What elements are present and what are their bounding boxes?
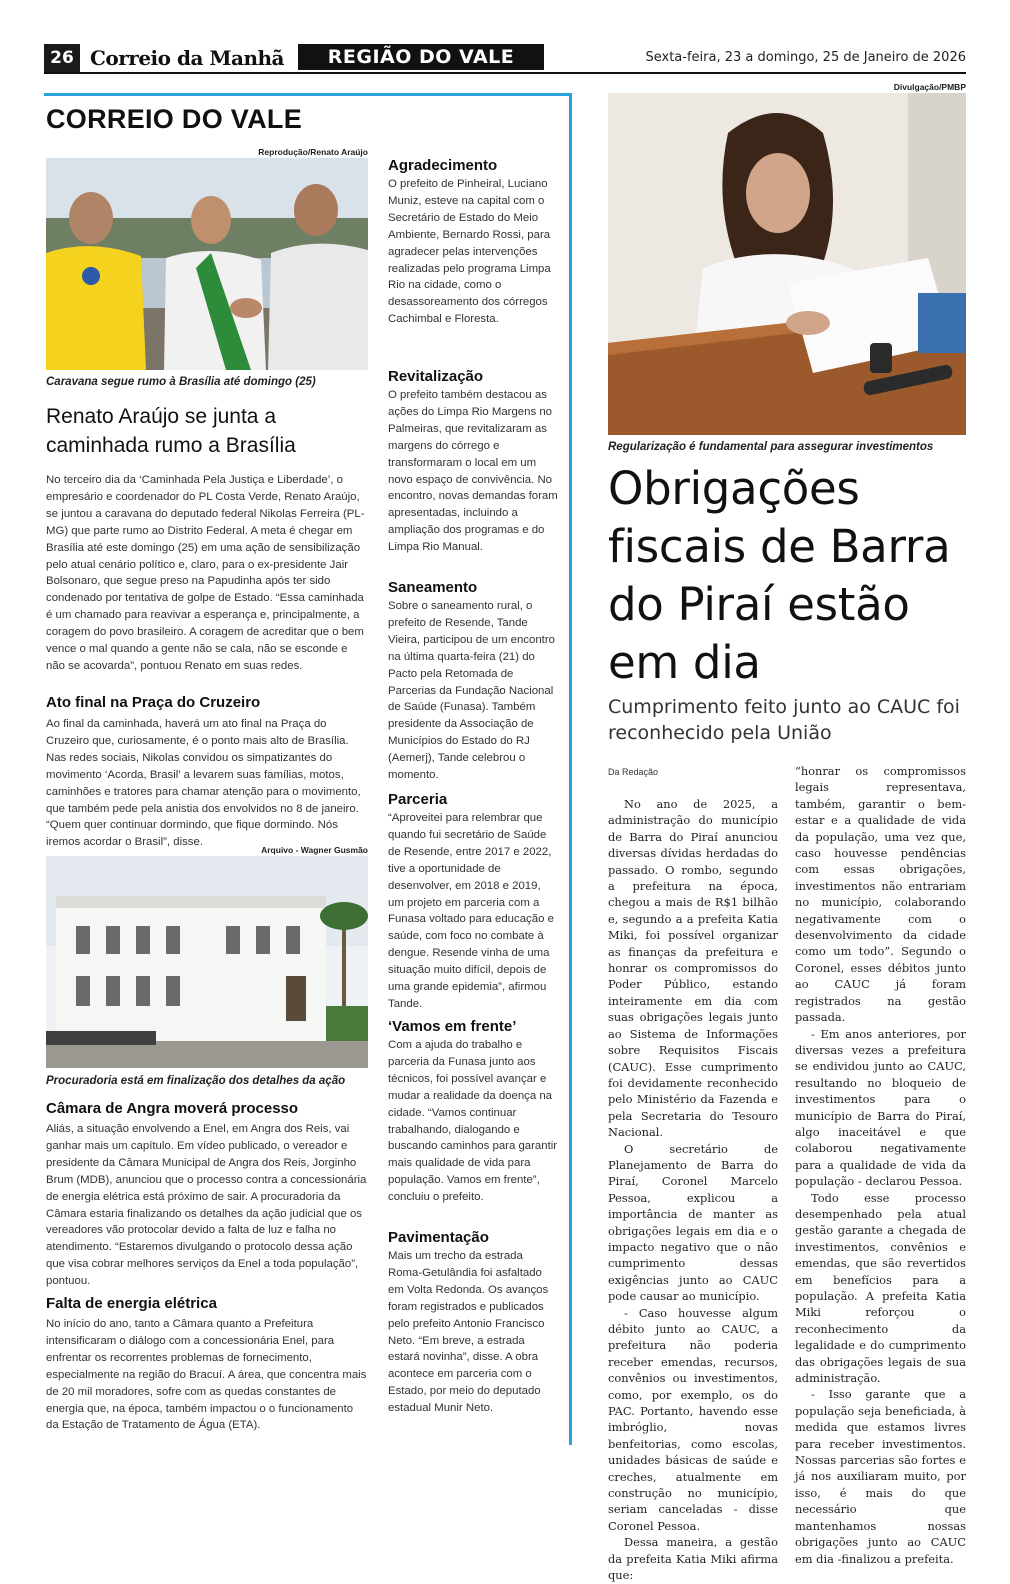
article-col2: “honrar os compromissos legais representava, também, garantir o bem-estar e a qualidade de vida da população, uma vez que, caso houvesse pendências com essas obrigações, investimentos não entrariam no município, colaborando negativamente com o desenvolvimento da cidade como um todo”. Segundo o Coronel, esses débitos junto ao CAUC já foram registrados na gestão passada. - Em anos anteriores, por diversas vezes a prefeitura se endividou junto ao CAUC, resultando no bloqueio de investimentos para o município de Barra do Piraí, algo inaceitável e que colaborou negativamente para a qualidade de vida da população - declarou Pessoa. Todo esse processo desempenhado pela atual gestão garante a chegada de investimentos, convênios e emendas, que são revertidos em benefícios para a população. A prefeita Katia Miki reforçou o reconhecimento da legalidade e do cumprimento das obrigações legais de sua administração. - Isso garante que a população seja beneficiada, à medida que estamos livres para receber investimentos. Nossas parcerias são fortes e já nos auxiliaram muito, por isso, é mais do que necessário que mantenhamos nossas obrigações junto ao CAUC em dia -finalizou a prefeita. <box>795 764 966 1566</box>
photo-procuradoria <box>46 856 368 1068</box>
article-photo-caption: Regularização é fundamental para assegurar investimentos <box>608 441 934 453</box>
story1-subhead: Ato final na Praça do Cruzeiro <box>46 694 261 711</box>
story2-headline: Câmara de Angra moverá processo <box>46 1100 299 1117</box>
note-title: Saneamento <box>388 579 478 596</box>
section-label: REGIÃO DO VALE <box>298 44 544 70</box>
note-pavimentacao <box>388 1229 558 1417</box>
photo2-caption: Procuradoria está em finalização dos detalhes da ação <box>46 1075 346 1087</box>
article-col1: No ano de 2025, a administração do município de Barra do Piraí anunciou diversas dívidas herdadas do passado. O rombo, segundo a prefeitura na época, chegou a mais de R$1 bilhão e, segundo a a prefeita Katia Miki, foi possível organizar as finanças da prefeitura e honrar os compromissos do Poder Público, estando inteiramente em dia com suas obrigações legais junto ao Sistema de Informações sobre Requisitos Fiscais (CAUC). Esse cumprimento foi devidamente reconhecido pelo Ministério da Fazenda e pela Secretaria do Tesouro Nacional. O secretário de Planejamento de Barra do Piraí, Coronel Marcelo Pessoa, explicou a importância de manter as obrigações legais em dia e o impacto negativo que o não cumprimento dessas exigências junto ao CAUC pode causar ao município. - Caso houvesse algum débito junto ao CAUC, a prefeitura não poderia receber emendas, recursos, convênios ou investimentos, como, por exemplo, os do PAC. Portanto, havendo esse imbróglio, novas benfeitorias, como escolas, unidades básicas de saúde e creches, atualmente em construção no município, seriam canceladas - disse Coronel Pessoa. Dessa maneira, a gestão da prefeita Katia Miki afirma que: <box>608 797 778 1583</box>
story2-body: Aliás, a situação envolvendo a Enel, em Angra dos Reis, vai ganhar mais um capítulo. Em vídeo publicado, o vereador e presidente da Câmara Municipal de Angra dos Reis, Jorginho Brum (MDB), anunciou que o processo contra a concessionária de energia elétrica está próximo de sair. A procuradoria da Câmara estaria finalizando os detalhes da ação judicial que os vereadores vão protocolar devido a falta de luz e falha no atendimento. “Estaremos divulgando o protocolo dessa ação que visa cobrar melhores serviços da Enel a toda população”, pontuou. <box>46 1123 367 1288</box>
note-body: “Aproveitei para relembrar que quando fui secretário de Saúde de Resende, entre 2017 e 2022, tive a oportunidade de desenvolver, em 2018 e 2019, um projeto em parceria com a Funasa voltado para educação e saúde, com foco no combate à dengue. Resende vinha de uma situação muito difícil, depois de uma grande epidemia”, afirmou Tande. <box>388 812 554 1010</box>
issue-date: Sexta-feira, 23 a domingo, 25 de Janeiro de 2026 <box>645 50 966 65</box>
note-agradecimento <box>388 157 558 328</box>
article-photo-credit: Divulgação/PMBP <box>893 82 966 92</box>
note-saneamento <box>388 579 558 784</box>
story3-body: No início do ano, tanto a Câmara quanto a Prefeitura intensificaram o diálogo com a concessionária Enel, para enfrentar os recorrentes problemas de fornecimento, especialmente na região do Bracuí. A área, que concentra mais de 20 mil moradores, sofre com as quedas constantes de energia que, na época, também impactou o o funcionamento da Estação de Tratamento de Água (ETA). <box>46 1318 367 1432</box>
note-body: Mais um trecho da estrada Roma-Getulândia foi asfaltado em Volta Redonda. Os avanços foram registrados e publicados pelo prefeito Antonio Francisco Neto. “Em breve, a estrada estará novinha”, disse. A obra acontece em parceria com o Estado, por meio do deputado estadual Munir Neto. <box>388 1250 549 1415</box>
column-title: CORREIO DO VALE <box>46 104 303 134</box>
page-header <box>44 44 966 72</box>
note-body: Com a ajuda do trabalho e parceria da Funasa junto aos técnicos, foi possível avançar e mudar a realidade da doença na cidade. “Vamos continuar trabalhando, dialogando e buscando caminhos para garantir mais qualidade de vida para população. Vamos em frente”, concluiu o prefeito. <box>388 1039 558 1204</box>
story1-body: No terceiro dia da ‘Caminhada Pela Justiça e Liberdade’, o empresário e coordenador do PL Costa Verde, Renato Araújo, se juntou a caravana do deputado federal Nikolas Ferreira (PL-MG) que parte rumo ao Distrito Federal. A meta é chegar em Brasília até este domingo (25) em uma ação de sensibilização pelo atual cenário político e, claro, para o ex-presidente Jair Bolsonaro, que segue preso na Papudinha após ter sido condenado por tentativa de golpe de Estado. “Essa caminhada é um chamado para reavivar a esperança e, principalmente, a coragem do povo brasileiro. A coragem de acreditar que o bem vence o mal quando a gente não se cala, não se esconde e não se acovarda”, pontuou Renato em suas redes. <box>46 474 365 672</box>
article-deck: Cumprimento feito junto ao CAUC foi reconhecido pela União <box>608 696 960 744</box>
article-byline: Da Redação <box>608 767 659 777</box>
note-title: Pavimentação <box>388 1229 489 1246</box>
note-vamos-em-frente <box>388 1018 558 1206</box>
note-revitalizacao <box>388 368 558 556</box>
note-title: Revitalização <box>388 368 484 385</box>
photo-caravan <box>46 158 368 370</box>
photo1-caption: Caravana segue rumo à Brasília até domingo (25) <box>46 376 316 388</box>
note-body: O prefeito também destacou as ações do Limpa Rio Margens no Palmeiras, que revitalizaram as margens do córrego e transformaram o local em um novo espaço de convivência. No encontro, novas demandas foram apresentadas, incluindo a ampliação dos programas e do Limpa Rio Manual. <box>388 389 558 554</box>
article-photo <box>608 93 966 435</box>
note-parceria <box>388 791 558 1013</box>
story3-headline: Falta de energia elétrica <box>46 1295 217 1312</box>
photo1-credit: Reprodução/Renato Araújo <box>258 147 368 157</box>
note-title: Agradecimento <box>388 157 498 174</box>
note-title: Parceria <box>388 791 448 808</box>
story1-headline: Renato Araújo se junta a caminhada rumo a Brasília <box>46 405 296 457</box>
photo2-credit: Arquivo - Wagner Gusmão <box>261 845 368 855</box>
note-body: O prefeito de Pinheiral, Luciano Muniz, esteve na capital com o Secretário de Estado do Meio Ambiente, Bernardo Rossi, para agradecer pelas intervenções realizadas pelo programa Limpa Rio na cidade, como o desassoreamento dos córregos Cachimbal e Floresta. <box>388 178 551 326</box>
page-number: 26 <box>44 44 80 72</box>
header-rule <box>44 72 966 74</box>
story1-sub-body: Ao final da caminhada, haverá um ato final na Praça do Cruzeiro que, curiosamente, é o ponto mais alto de Brasília. Nas redes sociais, Nikolas convidou os simpatizantes do movimento ‘Acorda, Brasil’ a levarem suas famílias, motos, caminhões e tratores para chamar atenção para o movimento, que também pede pela anistia dos envolvidos no 8 de janeiro. “Quem quer continuar dormindo, que fique dormindo. Nós iremos acordar o Brasil”, disse. <box>46 718 361 849</box>
article-headline: Obrigações fiscais de Barra do Piraí estão em dia <box>608 462 951 689</box>
masthead: Correio da Manhã <box>90 46 285 70</box>
note-body: Sobre o saneamento rural, o prefeito de Resende, Tande Vieira, participou de um encontro na última quarta-feira (21) do Pacto pela Retomada de Parcerias da Fundação Nacional de Saúde (Funasa). Também presidente da Associação de Municípios do Estado do RJ (Aemerj), Tande celebrou o momento. <box>388 600 555 782</box>
note-title: ‘Vamos em frente’ <box>388 1018 517 1035</box>
